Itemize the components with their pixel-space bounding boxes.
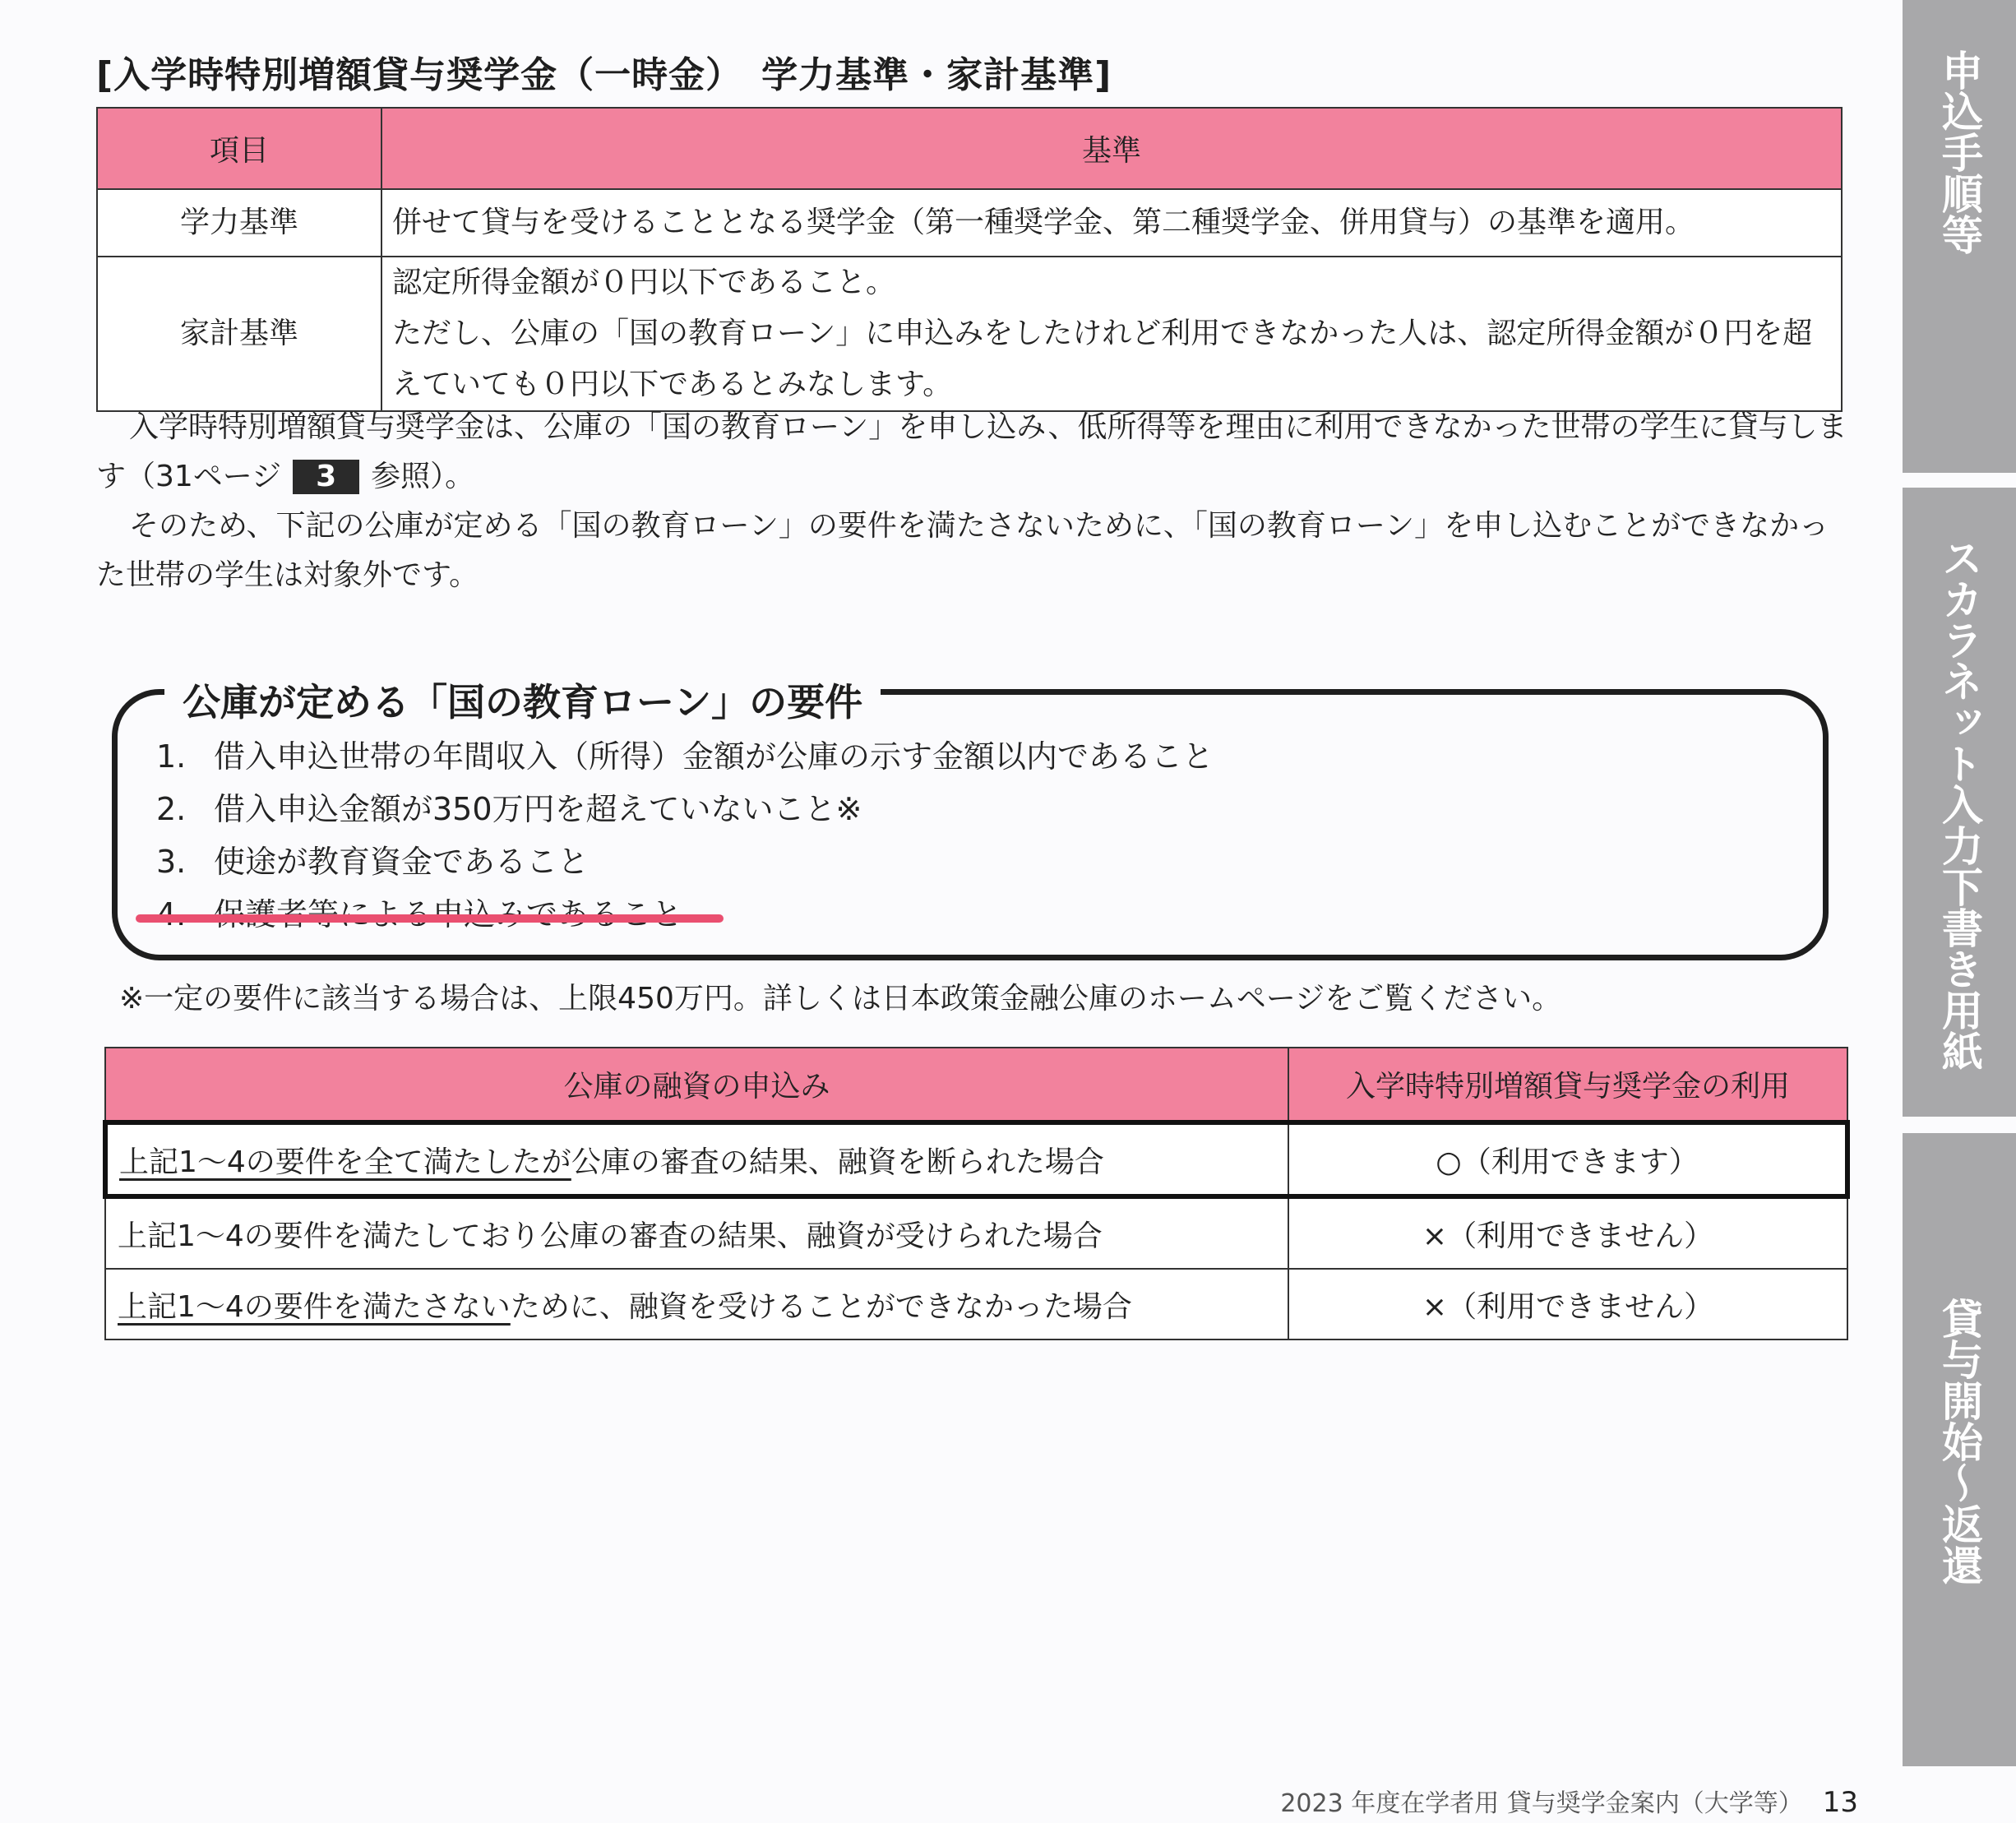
table-row [97, 257, 1842, 411]
table-row [105, 1122, 1847, 1196]
row-criteria-household [381, 257, 1842, 411]
header-loan-application: 公庫の融資の申込み [105, 1048, 1288, 1122]
paragraph-exclusion: そのため、下記の公庫が定める「国の教育ローン」の要件を満たさないために、「国の教育ローン」を申し込むことができなかった世帯の学生は対象外です。 [96, 509, 1829, 592]
row-use: ○（利用できます） [1288, 1122, 1847, 1196]
header-scholarship-use: 入学時特別増額貸与奨学金の利用 [1288, 1048, 1847, 1122]
header-item: 項目 [97, 108, 381, 189]
section-title: [入学時特別増額貸与奨学金（一時金） 学力基準・家計基準] [96, 54, 1112, 96]
underlined-text: 上記1～4の要件を満たさない [118, 1289, 511, 1324]
section-number-badge: 3 [293, 460, 359, 494]
table-header-row [97, 108, 1842, 189]
row-desc-text: 公庫の審査の結果、融資を断られた場合 [571, 1145, 1104, 1179]
requirements-title: 公庫が定める「国の教育ローン」の要件 [164, 676, 881, 729]
side-tab-application-steps[interactable]: 申込手順等 [1903, 0, 2016, 473]
table-row [97, 189, 1842, 257]
list-text: 借入申込世帯の年間収入（所得）金額が公庫の示す金額以内であること [214, 738, 1214, 775]
list-text: 使途が教育資金であること [214, 844, 590, 880]
paragraph-eligibility [96, 403, 1847, 502]
criteria-line: 認定所得金額が０円以下であること。 [392, 266, 896, 299]
row-use: ×（利用できません） [1288, 1196, 1847, 1269]
row-desc [105, 1122, 1288, 1196]
side-tab-repayment[interactable]: 貸与開始～返還 [1903, 1133, 2016, 1766]
row-item-academic: 学力基準 [97, 189, 381, 257]
criteria-table [96, 107, 1843, 412]
table-row [105, 1196, 1847, 1269]
underlined-text: 上記1～4の要件を全て満たしたが [119, 1145, 571, 1179]
page-footer [1280, 1783, 1858, 1819]
list-item [156, 835, 1214, 888]
row-desc-text: 上記1～4の要件を満たしており公庫の審査の結果、融資が受けられた場合 [118, 1219, 1103, 1253]
paragraph-text: 入学時特別増額貸与奨学金は、公庫の「国の教育ローン」を申し込み、低所得等を理由に利用できなかった世帯の学生に貸与します（31ページ [96, 410, 1847, 493]
row-criteria-academic: 併せて貸与を受けることとなる奨学金（第一種奨学金、第二種奨学金、併用貸与）の基準を適用。 [381, 189, 1842, 257]
loan-result-table [103, 1047, 1850, 1340]
list-number: 3. [156, 844, 187, 880]
footer-text: 2023 年度在学者用 貸与奨学金案内（大学等） [1280, 1789, 1803, 1818]
requirements-list [156, 730, 1214, 941]
footnote: ※一定の要件に該当する場合は、上限450万円。詳しくは日本政策金融公庫のホームページをご覧ください。 [119, 982, 1562, 1016]
list-number: 1. [156, 738, 187, 775]
list-number: 2. [156, 791, 187, 827]
paragraph-text: 参照）。 [371, 460, 475, 493]
row-item-household: 家計基準 [97, 257, 381, 411]
page-number: 13 [1822, 1786, 1858, 1819]
list-item [156, 783, 1214, 835]
row-desc [105, 1269, 1288, 1339]
row-desc [105, 1196, 1288, 1269]
list-item [156, 730, 1214, 783]
row-desc-text: ために、融資を受けることができなかった場合 [510, 1289, 1132, 1324]
side-tabs [1903, 0, 2016, 1823]
row-use: ×（利用できません） [1288, 1269, 1847, 1339]
header-criteria: 基準 [381, 108, 1842, 189]
table-header-row [105, 1048, 1847, 1122]
list-text: 借入申込金額が350万円を超えていないこと※ [214, 791, 862, 827]
criteria-line: ただし、公庫の「国の教育ローン」に申込みをしたけれど利用できなかった人は、認定所得金額が０円を超えていても０円以下であるとみなします。 [392, 317, 1813, 401]
table-row [105, 1269, 1847, 1339]
side-tab-scholarnet-draft[interactable]: スカラネット入力下書き用紙 [1903, 488, 2016, 1117]
highlight-underline [136, 914, 724, 923]
